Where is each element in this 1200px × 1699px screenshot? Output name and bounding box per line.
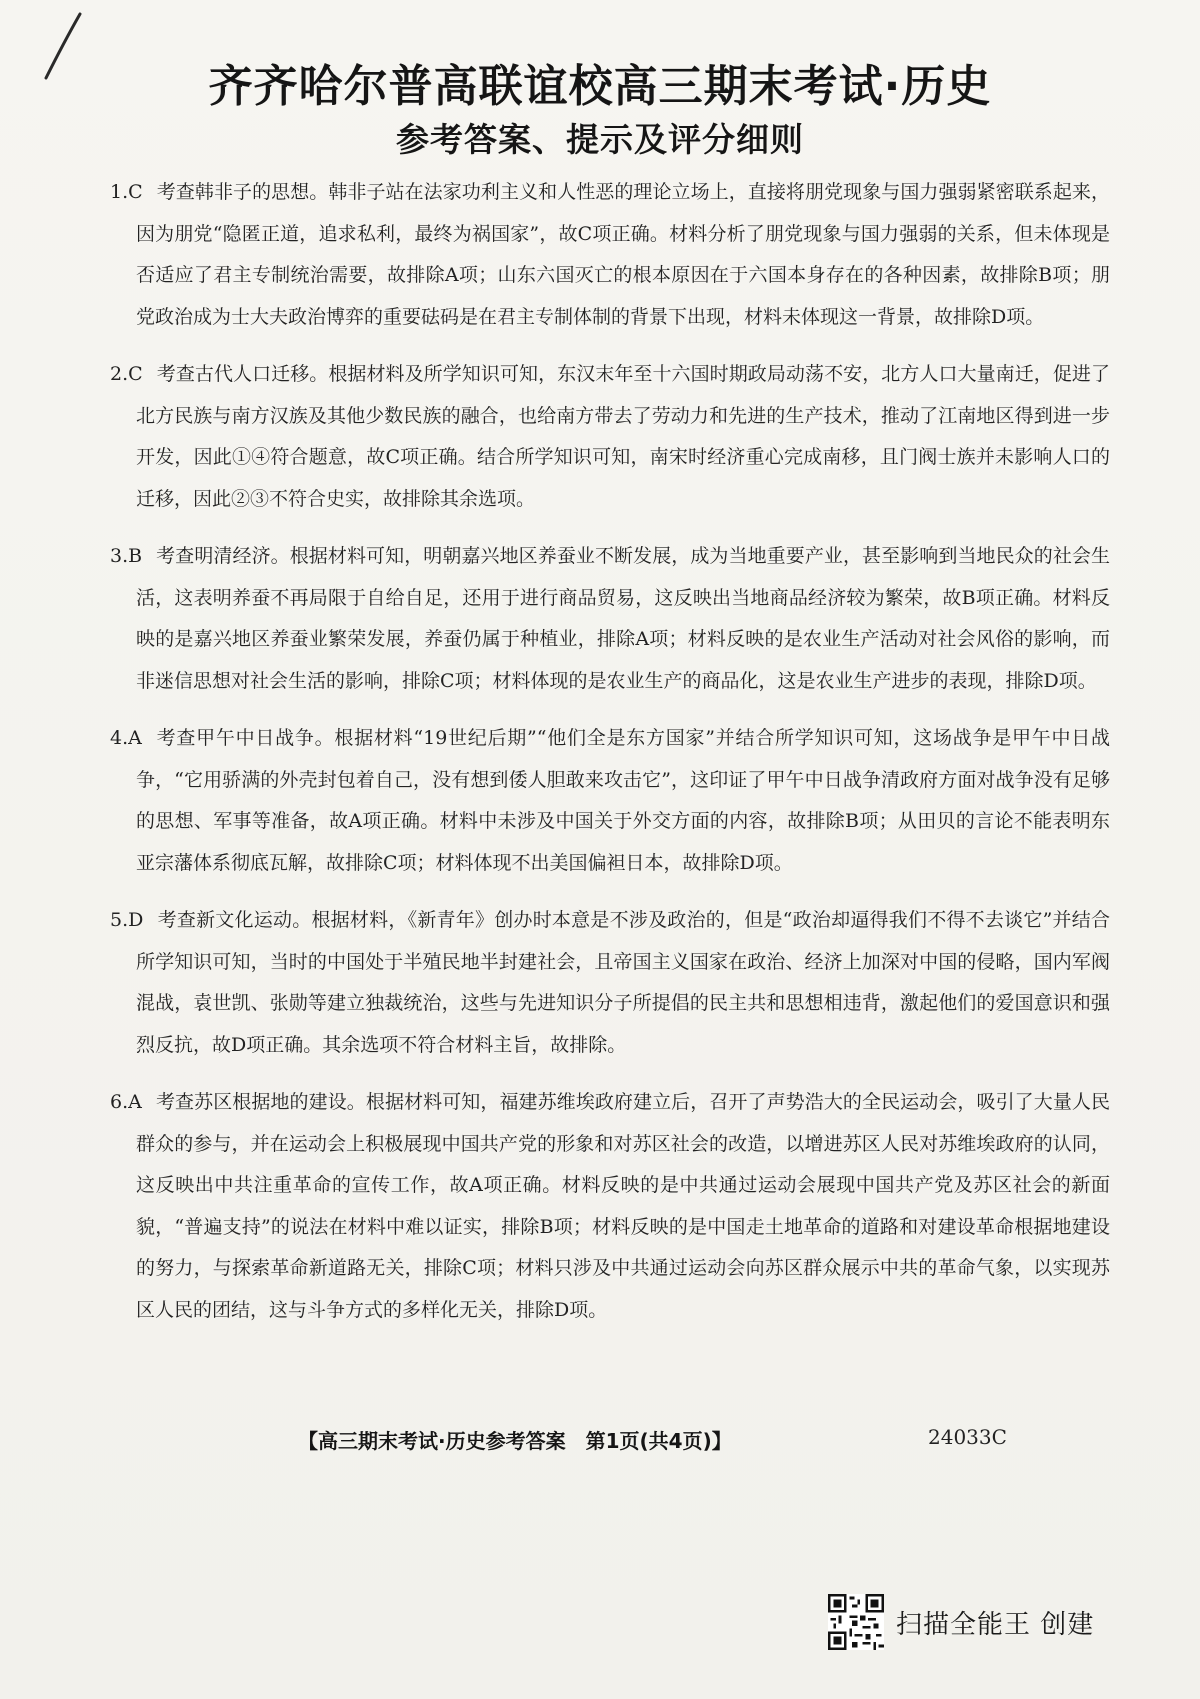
answer-number: 2. [110,363,129,385]
answer-key: A [128,1091,142,1113]
answer-key: C [128,363,143,385]
answer-explanation: 考查韩非子的思想。韩非子站在法家功利主义和人性恶的理论立场上，直接将朋党现象与国力强弱紧密联系起来，因为朋党“隐匿正道，追求私利，最终为祸国家”，故C项正确。材料分析了朋党现象与国力强弱的关系，但未体现是否适应了君主专制统治需要，故排除A项；山东六国灭亡的根本原因在于六国本身存在的各种因素，故排除B项；朋党政治成为士大夫政治博弈的重要砝码是在君主专制体制的背景下出现，材料未体现这一背景，故排除D项。 [136,181,1110,328]
answer-key: C [128,181,143,203]
answer-explanation: 考查古代人口迁移。根据材料及所学知识可知，东汉末年至十六国时期政局动荡不安，北方人口大量南迁，促进了北方民族与南方汉族及其他少数民族的融合，也给南方带去了劳动力和先进的生产技术，推动了江南地区得到进一步开发，因此①④符合题意，故C项正确。结合所学知识可知，南宋时经济重心完成南移，且门阀士族并未影响人口的迁移，因此②③不符合史实，故排除其余选项。 [136,363,1110,510]
answer-key: A [128,727,142,749]
answer-item [110,172,1110,338]
answer-number: 1. [110,181,129,203]
answer-number: 4. [110,727,129,749]
answer-item [110,354,1110,520]
answer-key: B [128,545,143,567]
answer-number: 5. [110,909,129,931]
scanner-watermark-text: 扫描全能王 创建 [896,1609,1095,1640]
answer-item [110,900,1110,1066]
footer-title: 【高三期末考试·历史参考答案 第1页(共4页)】 [298,1429,732,1453]
answer-item [110,536,1110,702]
page-subtitle: 参考答案、提示及评分细则 [396,120,804,159]
page-title: 齐齐哈尔普高联谊校高三期末考试·历史 [208,61,992,112]
answer-explanation: 考查明清经济。根据材料可知，明朝嘉兴地区养蚕业不断发展，成为当地重要产业，甚至影响到当地民众的社会生活，这表明养蚕不再局限于自给自足，还用于进行商品贸易，这反映出当地商品经济较为繁荣，故B项正确。材料反映的是嘉兴地区养蚕业繁荣发展，养蚕仍属于种植业，排除A项；材料反映的是农业生产活动对社会风俗的影响，而非迷信思想对社会生活的影响，排除C项；材料体现的是农业生产的商品化，这是农业生产进步的表现，排除D项。 [136,545,1110,692]
answer-number: 3. [110,545,129,567]
qr-code-icon [828,1594,884,1650]
answer-number: 6. [110,1091,129,1113]
answer-item [110,718,1110,884]
answer-list [110,172,1110,1347]
page-footer [0,1425,1200,1465]
document-code: 24033C [928,1425,1007,1449]
answer-explanation: 考查新文化运动。根据材料，《新青年》创办时本意是不涉及政治的，但是“政治却逼得我们不得不去谈它”并结合所学知识可知，当时的中国处于半殖民地半封建社会，且帝国主义国家在政治、经济上加深对中国的侵略，国内军阀混战，袁世凯、张勋等建立独裁统治，这些与先进知识分子所提倡的民主共和思想相违背，激起他们的爱国意识和强烈反抗，故D项正确。其余选项不符合材料主旨，故排除。 [136,909,1110,1056]
answer-item [110,1082,1110,1331]
answer-key: D [128,909,144,931]
scanner-watermark [828,1592,1094,1652]
answer-explanation: 考查甲午中日战争。根据材料“19世纪后期”“他们全是东方国家”并结合所学知识可知，这场战争是甲午中日战争，“它用骄满的外壳封包着自己，没有想到倭人胆敢来攻击它”，这印证了甲午中日战争清政府方面对战争没有足够的思想、军事等准备，故A项正确。材料中未涉及中国关于外交方面的内容，故排除B项；从田贝的言论不能表明东亚宗藩体系彻底瓦解，故排除C项；材料体现不出美国偏袒日本，故排除D项。 [136,727,1110,874]
answer-explanation: 考查苏区根据地的建设。根据材料可知，福建苏维埃政府建立后，召开了声势浩大的全民运动会，吸引了大量人民群众的参与，并在运动会上积极展现中国共产党的形象和对苏区社会的改造，以增进苏区人民对苏维埃政府的认同，这反映出中共注重革命的宣传工作，故A项正确。材料反映的是中共通过运动会展现中国共产党及苏区社会的新面貌，“普遍支持”的说法在材料中难以证实，排除B项；材料反映的是中国走土地革命的道路和对建设革命根据地建设的努力，与探索革命新道路无关，排除C项；材料只涉及中共通过运动会向苏区群众展示中共的革命气象，以实现苏区人民的团结，这与斗争方式的多样化无关，排除D项。 [136,1091,1110,1321]
